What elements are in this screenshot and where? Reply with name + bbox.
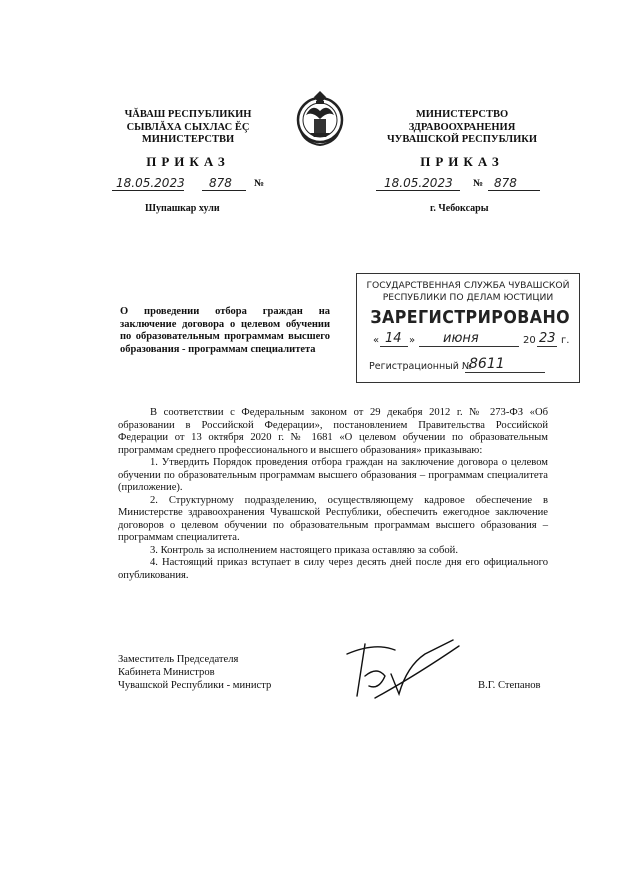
handwritten-signature: [335, 636, 465, 706]
header-right-line3: ЧУВАШСКОЙ РЕСПУБЛИКИ: [386, 134, 538, 145]
body-paragraph-1: В соответствии с Федеральным законом от 29 декабря 2012 г. № 273-ФЗ «Об образовании в Российской Федерации», постановлением Правительства Российской Федерации от 13 октября 2020 г. № 1681 «О целевом обучении по образовательным программам среднего профессионального и высшего образования» приказываю:: [118, 407, 548, 456]
header-left-line3: МИНИСТЕРСТВИ: [141, 134, 235, 145]
stamp-registered: ЗАРЕГИСТРИРОВАНО: [370, 307, 571, 328]
header-left-line2: СЫВЛĂХА СЫХЛАС ĔÇ: [126, 121, 250, 133]
stamp-reg-label: Регистрационный №: [369, 361, 472, 372]
body-paragraph-4: 3. Контроль за исполнением настоящего приказа оставляю за собой.: [150, 544, 458, 556]
place-left: Шупашкар хули: [145, 203, 220, 214]
body-paragraph-2: 1. Утвердить Порядок проведения отбора граждан на заключение договора о целевом обучении по образовательным программам высшего образования – программам специалитета (приложение).: [118, 457, 548, 493]
signature-icon: [335, 636, 465, 706]
header-right-line2: ЗДРАВООХРАНЕНИЯ: [408, 121, 516, 133]
order-date-left: 18.05.2023: [116, 176, 185, 190]
stamp-reg-row: [369, 358, 569, 376]
order-number-left: 878: [209, 176, 232, 190]
document-title: О проведении отбора граждан на заключение договора о целевом обучении по образовательным программам высшего образования - программам специалитета: [120, 306, 330, 355]
number-sign-right: №: [473, 178, 484, 189]
signatory-line1: Заместитель Председателя: [118, 654, 239, 665]
header-right-line1: МИНИСТЕРСТВО: [415, 109, 509, 120]
signatory-name: В.Г. Степанов: [478, 680, 541, 691]
stamp-year-mark: г.: [561, 335, 570, 346]
stamp-quote-close: »: [409, 335, 416, 346]
place-right: г. Чебоксары: [430, 203, 489, 214]
date-number-left: [112, 176, 277, 194]
stamp-date-row: [373, 333, 573, 351]
stamp-line2: РЕСПУБЛИКИ ПО ДЕЛАМ ЮСТИЦИИ: [382, 291, 554, 303]
date-number-right: [376, 176, 551, 194]
header-left-line1: ЧĂВАШ РЕСПУБЛИКИН: [124, 109, 252, 120]
stamp-month: июня: [443, 331, 479, 346]
signatory-title: [118, 653, 338, 692]
header-right: [372, 109, 552, 147]
signatory-line2: Кабинета Министров: [118, 667, 215, 678]
order-word-left: ПРИКАЗ: [146, 154, 230, 169]
order-date-right: 18.05.2023: [384, 176, 453, 190]
order-word-right: ПРИКАЗ: [420, 154, 504, 169]
number-sign-left: №: [254, 178, 265, 189]
stamp-day: 14: [385, 331, 402, 346]
emblem: [292, 89, 348, 149]
stamp-line1: ГОСУДАРСТВЕННАЯ СЛУЖБА ЧУВАШСКОЙ: [366, 280, 570, 291]
body-paragraph-5: 4. Настоящий приказ вступает в силу через десять дней после дня его официального опубликования.: [118, 557, 548, 581]
registration-stamp: [356, 273, 580, 383]
header-left: [108, 109, 268, 147]
stamp-quote-open: «: [373, 335, 380, 346]
signatory-line3: Чувашской Республики - министр: [118, 680, 272, 691]
stamp-year-suffix: 23: [539, 331, 556, 346]
stamp-year-prefix: 20: [523, 335, 536, 346]
chuvash-coat-of-arms-icon: [292, 89, 348, 149]
body-paragraph-3: 2. Структурному подразделению, осуществляющему кадровое обеспечение в Министерстве здравоохранения Чувашской Республики, обеспечить ежегодное заключение договоров о целевом обучении по образовательным программам высшего образования – программам специалитета.: [118, 494, 548, 543]
document-body: [118, 407, 548, 582]
stamp-reg-number: 8611: [469, 356, 505, 372]
order-number-right: 878: [494, 176, 517, 190]
